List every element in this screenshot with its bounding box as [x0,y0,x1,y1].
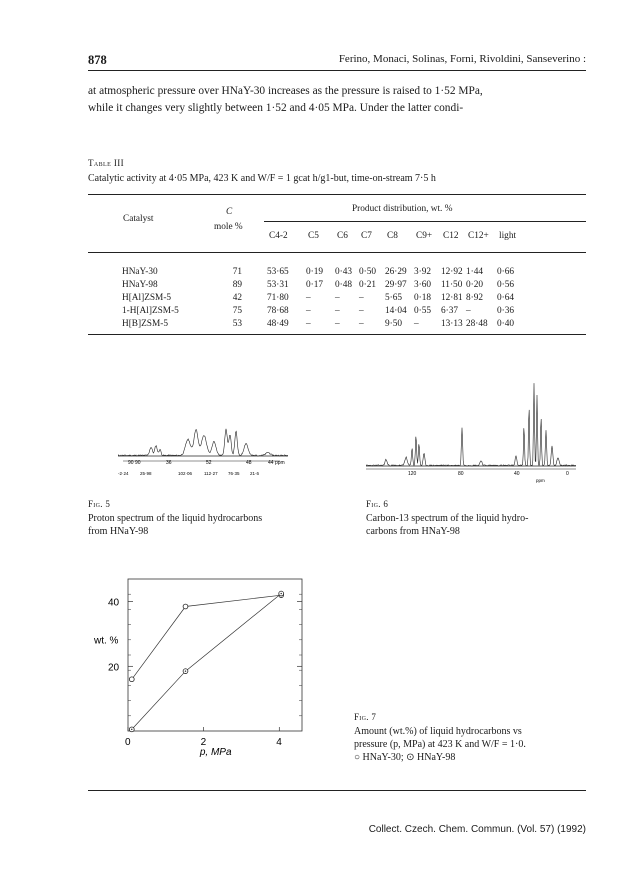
table-cell: – [335,293,340,303]
proton-axis-top-label: 36 [166,460,172,466]
table-cell: 0·43 [335,267,353,277]
table-cell: 0·20 [466,280,484,290]
x-tick-label: 4 [276,737,282,748]
body-line: at atmospheric pressure over HNaY-30 increases as the pressure is raised to 1·52 MPa, [88,85,483,97]
col-header-c-unit: mole % [214,222,243,232]
product-header-rule [264,221,586,222]
carbon13-tick-label: 0 [566,471,569,477]
table-cell: 12·81 [441,293,463,303]
journal-citation: Collect. Czech. Chem. Commun. (Vol. 57) (1992) [368,824,586,835]
table-cell: 5·65 [385,293,403,303]
product-subheader: C12+ [468,231,489,241]
fig7-caption-line: ○ HNaY-30; ⊙ HNaY-98 [354,752,456,763]
table-cell: 0·36 [497,306,515,316]
y-axis-label: wt. % [94,635,119,647]
series-line-0 [132,595,281,679]
fig7-label: Fig. 7 [354,712,377,722]
table-cell: 29·97 [385,280,407,290]
table-cell: – [359,319,364,329]
table-row-conversion: 53 [232,319,242,329]
y-tick-label: 20 [108,662,120,674]
carbon13-axis-unit: ppm [536,478,545,483]
data-point-dot [131,729,132,730]
series-line-1 [132,594,281,730]
table-cell: 1·44 [466,267,484,277]
chart-frame [128,579,302,731]
col-header-c: C [226,207,233,217]
table-row-conversion: 71 [232,267,242,277]
table-cell: 3·60 [414,280,432,290]
table-bottom-rule [88,334,586,335]
chart-series [129,591,283,732]
product-subheader: C12 [443,231,459,241]
table-cell: – [306,319,311,329]
table-row-catalyst: HNaY-30 [122,267,158,277]
table-cell: 0·66 [497,267,515,277]
data-point-dot [280,593,281,594]
table-cell: 0·18 [414,293,432,303]
table-cell: 78·68 [267,306,289,316]
table-cell: 14·04 [385,306,407,316]
table-cell: 9·50 [385,319,403,329]
table-cell: 0·50 [359,267,377,277]
table-caption: Catalytic activity at 4·05 MPa, 423 K and W/F = 1 gcat h/g1-but, time-on-stream 7·5 h [88,173,436,184]
chart-ticks [108,594,302,748]
x-tick-label: 0 [125,737,131,748]
carbon13-spectrum [366,378,586,484]
header-rule [88,70,586,71]
table-cell: 8·92 [466,293,484,303]
product-subheader: C9+ [416,231,433,241]
product-subheader: C6 [337,231,348,241]
proton-axis-bottom-label: 102·06 [178,471,193,476]
fig5-caption [88,512,262,538]
carbon13-spectrum-trace [366,383,576,466]
table-cell: 0·48 [335,280,353,290]
table-cell: – [359,306,364,316]
table-row-catalyst: HNaY-98 [122,280,158,290]
table-row-conversion: 89 [232,280,242,290]
table-row-catalyst: H[Al]ZSM-5 [122,293,172,303]
product-subheader: C4-2 [269,231,288,241]
carbon13-tick-label: 40 [514,471,520,477]
table-cell: 3·92 [414,267,432,277]
table-cell: 0·19 [306,267,324,277]
table-cell: – [335,306,340,316]
table-cell: 48·49 [267,319,289,329]
fig6-caption [366,512,528,538]
spectrum-line [366,383,576,466]
table-cell: 13·13 [441,319,463,329]
body-line: while it changes very slightly between 1·52 and 4·05 MPa. Under the latter condi- [88,102,464,114]
data-point-dot [185,670,186,671]
proton-axis-top-label: 44 ppm [268,460,285,466]
fig6-caption-line: carbons from HNaY-98 [366,526,460,537]
table-cell: – [335,319,340,329]
fig6-caption-line: Carbon-13 spectrum of the liquid hydro- [366,513,529,524]
table-cell: 0·56 [497,280,515,290]
data-point [129,677,134,682]
carbon13-tick-label: 120 [408,471,417,477]
fig6-label: Fig. 6 [366,499,389,509]
fig5-caption-line: from HNaY-98 [88,526,149,537]
table-cell: 53·31 [267,280,289,290]
fig7-caption [354,725,526,764]
table-cell: 0·21 [359,280,377,290]
product-subheader: light [499,231,517,241]
table-cell: – [306,293,311,303]
fig5-label: Fig. 5 [88,499,111,509]
table-row-catalyst: H[B]ZSM-5 [122,319,168,329]
carbon13-tick-label: 80 [458,471,464,477]
table-top-rule [88,194,586,195]
proton-axis-top-label: 52 [206,460,212,466]
y-tick-label: 40 [108,597,120,609]
table-row-conversion: 75 [232,306,242,316]
product-subheader: C8 [387,231,398,241]
proton-axis-bottom-label: 25·98 [140,471,152,476]
fig7-caption-line: pressure (p, MPa) at 423 K and W/F = 1·0. [354,739,526,750]
table-cell: 0·55 [414,306,432,316]
proton-spectrum [118,412,288,484]
table-cell: 71·80 [267,293,289,303]
table-cell: 0·17 [306,280,324,290]
proton-axis-bottom-label: 21·6 [250,471,260,476]
product-subheader: C5 [308,231,319,241]
product-subheader: C7 [361,231,372,241]
table-row-conversion: 42 [232,293,242,303]
fig7-caption-line: Amount (wt.%) of liquid hydrocarbons vs [354,726,522,737]
table-cell: 28·48 [466,319,488,329]
running-head: Ferino, Monaci, Solinas, Forni, Rivoldini, Sanseverino : [338,53,586,65]
proton-axis-bottom-label: 112·27 [204,471,218,476]
col-header-catalyst: Catalyst [123,214,154,224]
proton-axis-bottom-label: -2·24 [118,471,129,476]
table-cell: 0·64 [497,293,515,303]
table-cell: 6·37 [441,306,459,316]
table-row-catalyst: 1-H[Al]ZSM-5 [122,306,179,316]
x-tick-label: 2 [200,737,207,748]
col-header-product: Product distribution, wt. % [352,204,453,214]
table-cell: 11·50 [441,280,463,290]
page-number: 878 [88,53,107,67]
table-cell: – [466,306,471,316]
table-cell: 12·92 [441,267,463,277]
x-axis-label: p, MPa [199,747,232,758]
spectrum-line [118,429,288,456]
proton-axis-bottom-label: 76·35 [228,471,240,476]
table-cell: – [414,319,419,329]
table-cell: 26·29 [385,267,407,277]
header-bottom-rule [88,252,586,253]
table-cell: – [306,306,311,316]
proton-axis-top-label: 48 [246,460,252,466]
table-cell: 0·40 [497,319,515,329]
wt-vs-pressure-chart [80,575,320,775]
table-label: Table III [88,158,125,168]
table-cell: – [359,293,364,303]
proton-spectrum-trace [118,429,288,456]
footer-rule [88,790,586,791]
data-point [183,604,188,609]
fig5-caption-line: Proton spectrum of the liquid hydrocarbons [88,513,263,524]
proton-axis-top-label: 90 90 [128,460,141,466]
body-paragraph [88,83,588,117]
table-cell: 53·65 [267,267,289,277]
